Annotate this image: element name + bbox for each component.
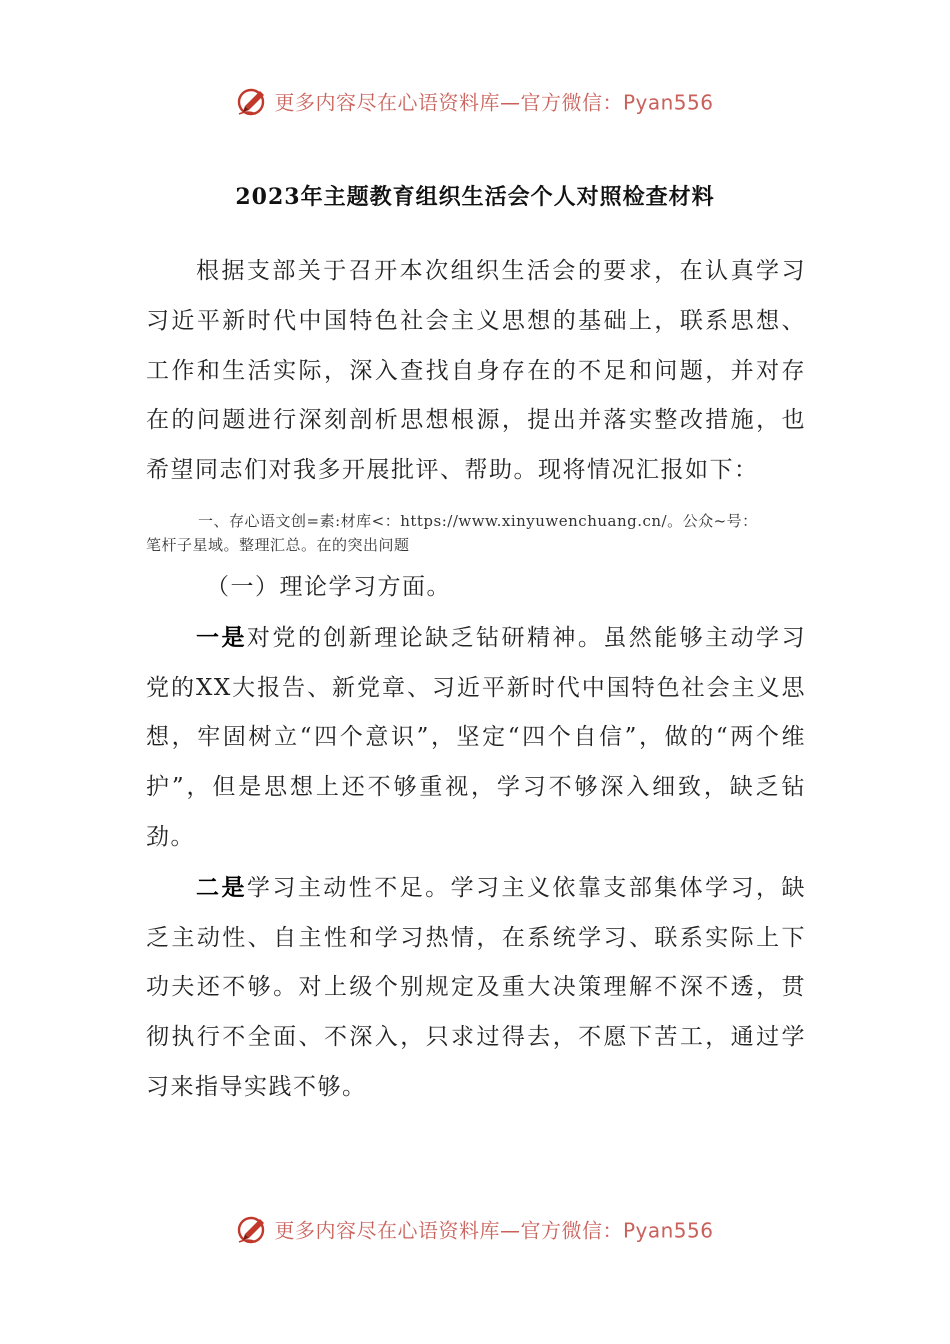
section-heading — [146, 509, 806, 557]
pen-logo-icon — [236, 84, 270, 118]
intro-paragraph: 根据支部关于召开本次组织生活会的要求，在认真学习习近平新时代中国特色社会主义思想的基础上，联系思想、工作和生活实际，深入查找自身存在的不足和问题，并对存在的问题进行深刻剖析思想根源，提出并落实整改措施，也希望同志们对我多开展批评、帮助。现将情况汇报如下： — [146, 258, 806, 484]
item-one-paragraph — [146, 613, 806, 863]
document-body — [146, 247, 806, 1113]
watermark-text: 更多内容尽在心语资料库—官方微信：Pyan556 — [274, 1218, 714, 1243]
watermark-text: 更多内容尽在心语资料库—官方微信：Pyan556 — [274, 90, 714, 115]
header-watermark — [0, 84, 950, 118]
item-one-lead: 一是 — [196, 623, 247, 651]
document-title: 2023年主题教育组织生活会个人对照检查材料 — [235, 184, 715, 210]
item-one-text: 对党的创新理论缺乏钻研精神。虽然能够主动学习党的XX大报告、新党章、习近平新时代中国特色社会主义思想，牢固树立“四个意识”，坚定“四个自信”，做的“两个维护”，但是思想上还不够重视，学习不够深入细致，缺乏钻劲。 — [146, 624, 807, 850]
item-two-paragraph — [146, 863, 806, 1113]
section-heading-line1: 一、存心语文创=素:材库<：https://www.xinyuwenchuang.cn/。公众~号： — [198, 511, 758, 530]
section-heading-line2: 笔杆子星域。整理汇总。在的突出问题 — [146, 535, 410, 554]
item-two-text: 学习主动性不足。学习主义依靠支部集体学习，缺乏主动性、自主性和学习热情，在系统学习、联系实际上下功夫还不够。对上级个别规定及重大决策理解不深不透，贯彻执行不全面、不深入，只求过得去，不愿下苦工，通过学习来指导实践不够。 — [146, 874, 807, 1100]
pen-logo-icon — [236, 1212, 270, 1246]
item-two-lead: 二是 — [196, 873, 247, 901]
subsection-heading: （一）理论学习方面。 — [206, 573, 451, 600]
footer-watermark — [0, 1212, 950, 1246]
